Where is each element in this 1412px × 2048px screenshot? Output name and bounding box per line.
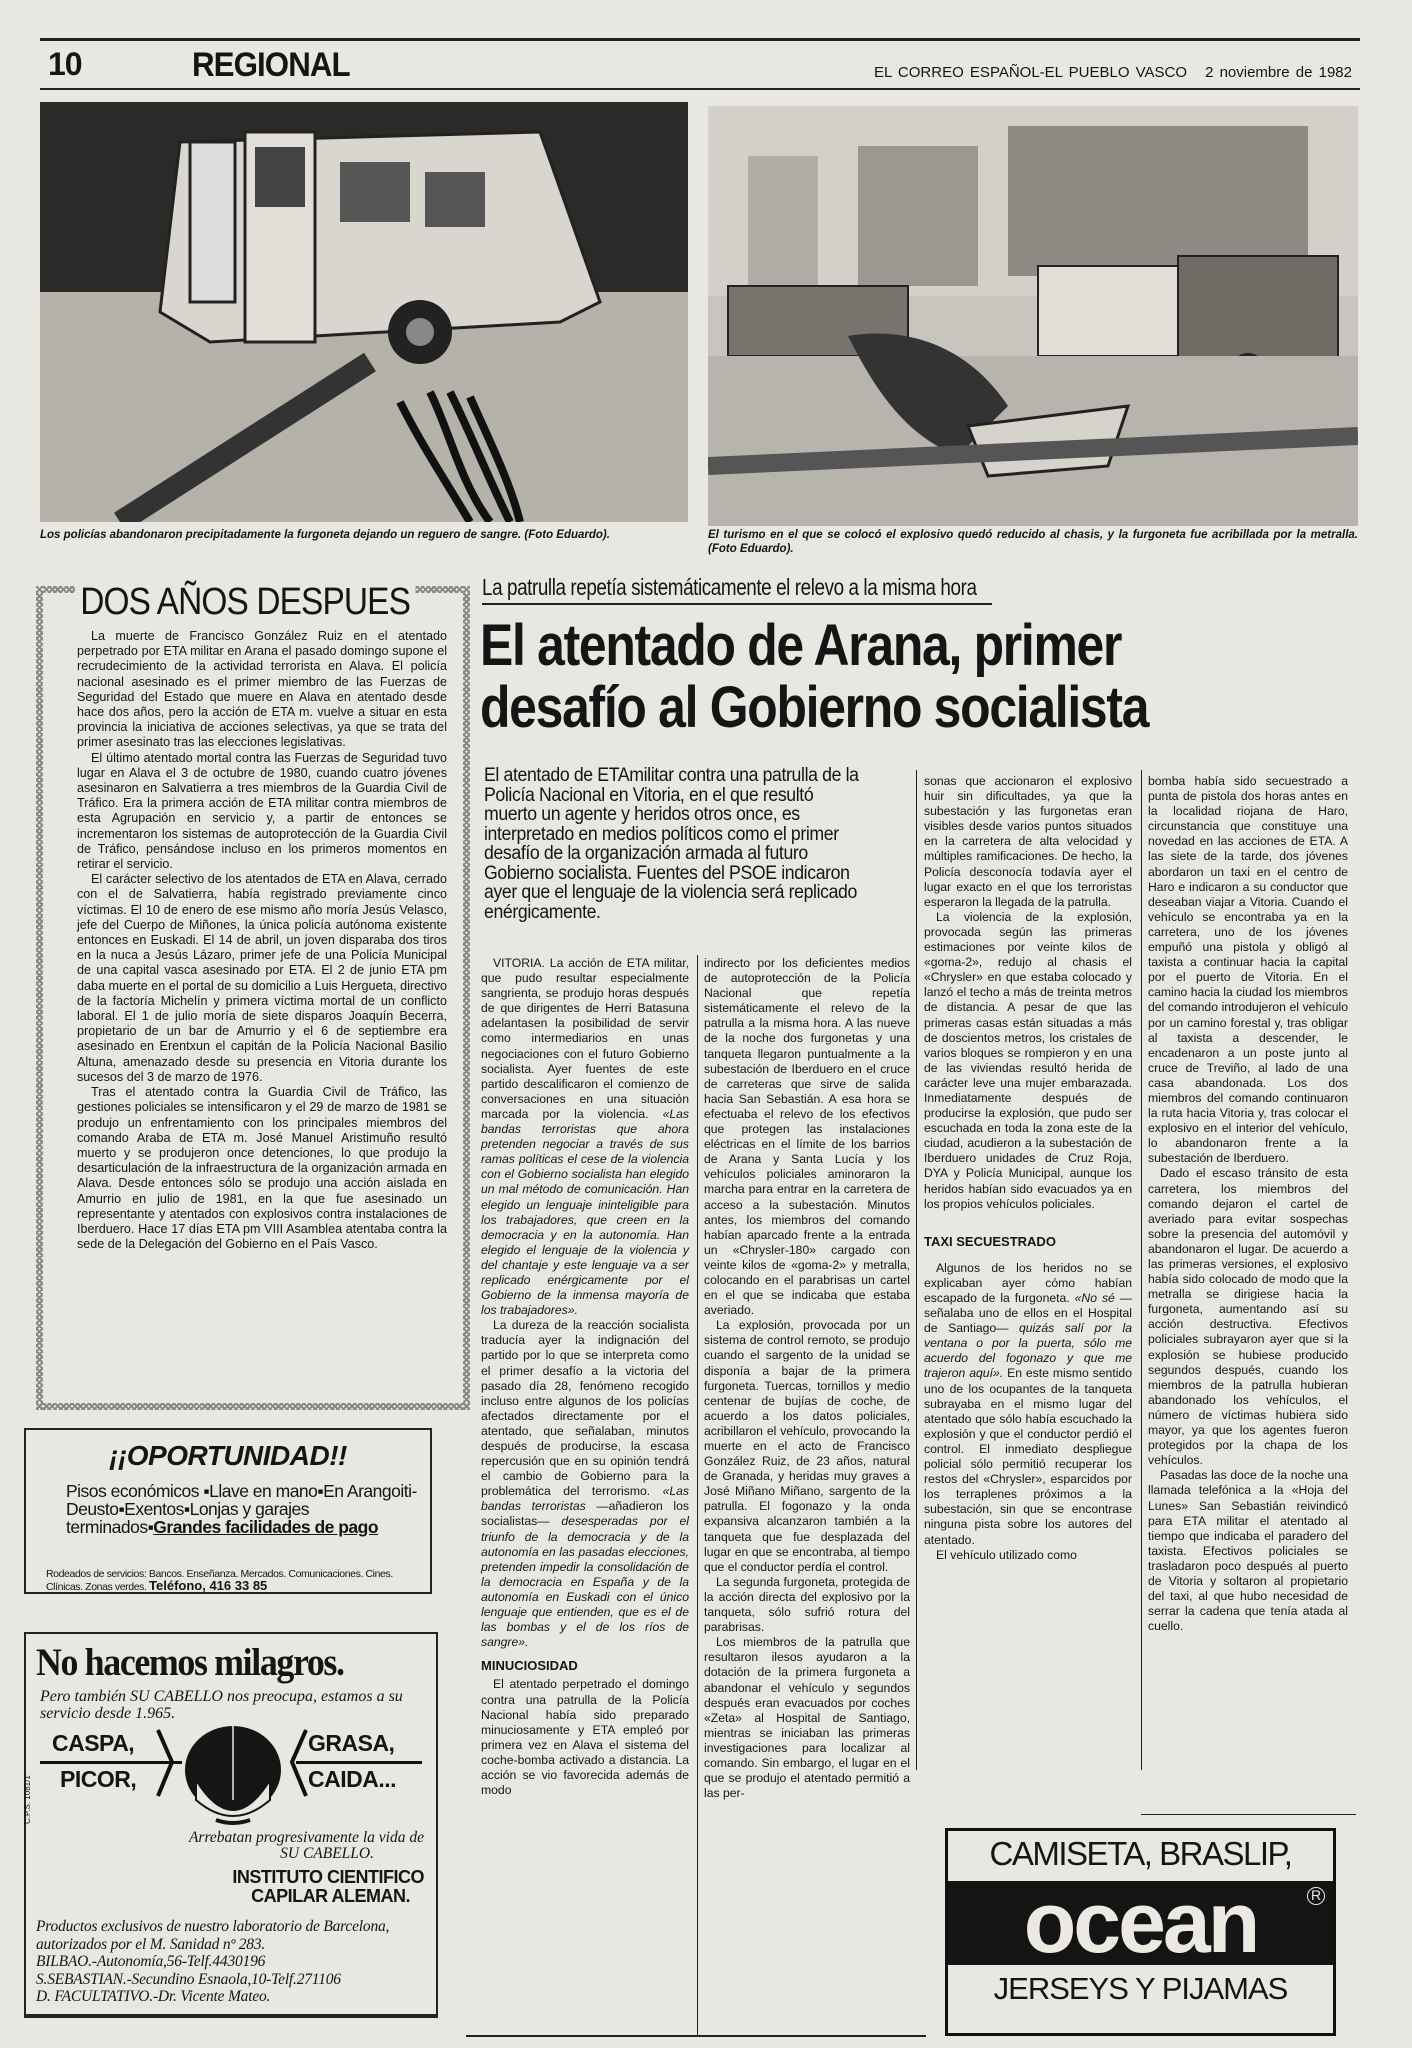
subhead-minuciosidad: MINUCIOSIDAD [481,1658,578,1674]
article-column-1 [481,956,689,1798]
sidebar-paragraph: El carácter selectivo de los atentados de ETA en Alava, cerrado con el de Salvatierra, había registrado previamente cinco víctimas. El 10 de enero de ese mismo año moría Jesús Velasco, jefe del Cuerpo de Miñones, la única policía autónoma existente entonces en Euskadi. El 14 de abril, un joven disparaba dos tiros en la nuca a Jesús Lázaro, primer jefe de una Policía Municipal de una capital vasca asesinado por ETA. El 2 de junio ETA pm daba muerte en el portal de su domicilio a Luis Hergueta, directivo de la factoría Michelín y primera víctima mortal de un conflicto laboral. El 1 de julio moría de siete disparos Joaquín Becerra, propietario de un bar de Amurrio y el 6 de septiembre era asesinado en Erentxun el capitán de la Policía Nacional Basilio Altuna, amenazado desde su presencia en Vitoria durante los sucesos del 3 de marzo de 1976. [77,872,447,1084]
ad-products [36,1918,436,2006]
col3-p3-text: Algunos de los heridos no se explicaban ayer cómo habían escapado de la furgoneta. [924,1260,1132,1305]
article-column-3 [924,774,1132,1563]
masthead [856,64,1352,81]
ad-doctor: D. FACULTATIVO.-Dr. Vicente Mateo. [36,1988,271,2005]
photo-caption-right: El turismo en el que se colocó el explosivo quedó reducido al chasis, y la furgoneta fue acribillada por la metralla. (Foto Eduardo). [708,529,1358,555]
col2-p1: indirecto por los deficientes medios de autoprotección de la Policía Nacional que repetía sistemáticamente el relevo de la patrulla a la misma hora. A las nueve de la noche dos furgonetas y una tanqueta llegaron puntualmente a la subestación de Iberduero en el cruce de carreteras que sirve de salida hacia San Sebastián. A esa hora se efectuaba el relevo de los efectivos que protegen las instalaciones eléctricas en el límite de los barrios de Arana y Santa Lucía y los vehículos policiales aminoraron la marcha para entrar en la carretera de acceso a la subestación. Minutos antes, los miembros del comando habían aparcado frente a la entrada un «Chrysler-180» cargado con veinte kilos de «goma-2» y metralla, colocando en el parabrisas un cartel en el que se indicaba que estaba averiado. [704,956,910,1318]
photo-police-van [40,102,688,522]
col1-p1-text: VITORIA. La acción de ETA militar, que pudo resultar especialmente sangrienta, se produjo horas después de que dirigentes de Herri Batasuna adelantasen la posibilidad de servir como intermediarios en unas negociaciones con el futuro Gobierno socialista. Ayer fuentes de este partido descalificaron el comienzo de conversaciones en una situación marcada por la violencia. [481,956,689,1121]
column-divider [916,770,917,1770]
col3-p1: sonas que accionaron el explosivo huir sin dificultades, ya que la subestación y las furgonetas eran visibles desde varios puntos situados en la carretera de alta velocidad y múltiples ramificaciones. De hecho, la Policía desconocía todavía ayer el lugar exacto en el que los terroristas esperaron la llegada de la patrulla. [924,774,1132,909]
col1-p3: El atentado perpetrado el domingo contra una patrulla de la Policía Nacional había sido preparado minuciosamente y ETA empleó por primera vez en Alava el sistema del coche-bomba activado a distancia. La acción se vio favorecida además de modo [481,1677,689,1798]
col1-p2-mid: —añadieron los socialistas— [481,1499,689,1529]
arrow-line [296,1761,422,1764]
col3-p3-quote: «No sé [1074,1291,1115,1305]
col4-p2: Dado el escaso tránsito de esta carretera, los miembros del comando dejaron el cartel de averiado para evitar sospechas sobre la presencia del automóvil y abandonaron el lugar. De acuerdo a las primeras versiones, el explosivo había sido colocado de modo que la metralla se dirigiese hacia la furgoneta, aumentando así su acción destructiva. Efectivos policiales subrayaron ayer que si la explosión se hubiese producido segundos después, cuando los miembros de la patrulla hubieran abandonado los vehículos, el número de víctimas hubiera sido mayor, ya que los agentes fueron protegidos por la chapa de los vehículos. [1148,1166,1348,1468]
subhead-taxi-secuestrado: TAXI SECUESTRADO [924,1233,1056,1249]
sidebar-box [36,581,470,1410]
col4-p1: bomba había sido secuestrado a punta de pistola dos horas antes en la localidad riojana de Haro, circunstancia que constituye una novedad en las acciones de ETA. A las siete de la tarde, dos jóvenes abordaron un taxi en el centro de Haro e indicaron a su conductor que deseaban viajar a Vitoria. Cuando el vehículo se encontraba ya en la carretera, uno de los jóvenes empuñó una pistola y obligó al taxista a continuar hacia la capital por el puerto de Vitoria. En el camino hacia la ciudad los miembros del comando introdujeron el vehículo por un camino forestal y, tras obligar al taxista a descender, le encadenaron a un poste junto al cruce de Treviño, al lado de una casa abandonada. Los dos miembros del comando continuaron la ruta hacia Vitoria y, tras colocar el explosivo en el interior del vehículo, lo abandonaron frente a la subestación de Iberduero. [1148,774,1348,1166]
ad-oportunidad-services: Rodeados de servicios: Bancos. Enseñanza. Mercados. Comunicaciones. Cines. Clínicas. Zonas verdes. [46,1568,393,1593]
ocean-brand: ocean [1023,1875,1258,1971]
ad-ocean-bottom: JERSEYS Y PIJAMAS [993,1971,1288,2006]
ad-vertical-code: C.P.S. 1081/1 [23,1775,32,1824]
ad-ocean-top: CAMISETA, BRASLIP, [989,1835,1292,1872]
ad-ocean [945,1828,1336,2036]
ad-institute-name [124,1868,424,1906]
ocean-logo [948,1875,1333,1971]
ad-oportunidad-highlight: Grandes facilidades de pago [153,1517,379,1537]
col2-p3: La segunda furgoneta, protegida de la acción directa del explosivo por la tanqueta, sólo sufrió rotura del parabrisas. [704,1574,910,1635]
col2-p4: Los miembros de la patrulla que resultaron ilesos ayudaron a la dotación de la primera furgoneta a abandonar el vehículo y segundos después eran evacuados por coches «Zeta» al Hospital de Santiago, mientras se iniciaban las primeras investigaciones para localizar al comando. Sin embargo, el lugar en el que se produjo el atentado permitió a las per- [704,1635,910,1801]
article-column-2 [704,956,910,1801]
col3-p3-mid: —señalaba uno de ellos en el Hospital de Santiago— [924,1291,1132,1336]
section-title: REGIONAL [192,46,350,84]
page-number: 10 [48,46,82,82]
ad-word-picor: PICOR, [60,1766,137,1792]
ad-oportunidad-body [66,1482,426,1536]
ad-milagros-subtitle: Pero también SU CABELLO nos preocupa, estamos a su servicio desde 1.965. [40,1688,403,1722]
ad-oportunidad-footer [46,1568,426,1593]
arrow-right-icon [156,1728,176,1798]
ad-tagline-line1: Arrebatan progresivamente la vida de [188,1829,424,1846]
sidebar-text [77,629,447,1252]
ad-institute-line1: INSTITUTO CIENTIFICO [232,1867,424,1887]
ad-address-bilbao: BILBAO.-Autonomía,56-Telf.4430196 [36,1953,266,1970]
ad-address-san-sebastian: S.SEBASTIAN.-Secundino Esnaola,10-Telf.271106 [36,1970,341,1988]
ad-oportunidad [24,1428,432,1594]
top-rule [40,38,1360,41]
article-bottom-rule [466,2035,926,2037]
article-column-4 [1148,774,1348,1634]
sidebar-paragraph: La muerte de Francisco González Ruiz en el atentado perpetrado por ETA militar en Arana el pasado domingo supone el recrudecimiento de la actividad terrorista en Alava. El policía nacional asesinado es el primer miembro de las Fuerzas de Seguridad del Estado que muere en Alava en atentado desde hace dos años, pero la acción de ETA m. vuelve a situar en esta provincia la iniciativa de acciones selectivas, ya que se trata del primer asesinato tras las elecciones legislativas. [77,629,447,750]
sidebar-title: DOS AÑOS DESPUES [75,581,415,624]
registered-mark-icon: R [1307,1887,1325,1905]
article-lead: El atentado de ETAmilitar contra una patrulla de la Policía Nacional en Vitoria, en el que resultó muerto un agente y heridos otros once, es interpretado en medios políticos como el primer desafío de la organización armada al futuro Gobierno socialista. Fuentes del PSOE indicaron ayer que el lenguaje de la violencia será replicado enérgicamente. [484,765,859,923]
col2-p2: La explosión, provocada por un sistema de control remoto, se produjo cuando el sargento de la unidad se disponía a bajar de la primera furgoneta. Tuercas, tornillos y medio centenar de bujías de coche, de acuerdo a los datos policiales, acribillaron el vehículo, provocando la muerte en el acto de Francisco González Ruiz, de 23 años, natural de Granada, y heridas muy graves a José Miñano Miñano, sargento de la patrulla. El fogonazo y la onda expansiva alcanzaron también a la tanqueta que fue desplazada del lugar en que se encontraba, al tiempo que el conductor perdía el control. [704,1318,910,1574]
ad-hair-institute [24,1632,438,2018]
photo-caption-left: Los policías abandonaron precipitadamente la furgoneta dejando un reguero de sangre. (Foto Eduardo). [40,529,610,541]
ad-word-grasa: GRASA, [308,1730,395,1756]
col1-p2-quote: «Las bandas terroristas [481,1484,689,1514]
col3-p4: El vehículo utilizado como [936,1547,1077,1562]
issue-date: 2 noviembre de 1982 [1205,64,1352,81]
ad-word-caspa: CASPA, [52,1730,135,1756]
col1-p2-text: La dureza de la reacción socialista traducía ayer la indignación del partido por lo que se interpreta como el primer desafío a la victoria del pasado día 28, fenómeno recogido incluso entre algunos de los policías afectados directamente por el atentado, que señalaban, minutos después de producirse, la escasa repercusión que en su opinión tendrá el cambio de Gobierno para la problemática del terrorismo. [481,1318,689,1499]
header-rule [40,88,1360,90]
hair-head-illustration [178,1720,288,1830]
newspaper-name: EL CORREO ESPAÑOL-EL PUEBLO VASCO [873,64,1188,81]
headline-line-2: desafío al Gobierno socialista [480,675,1149,740]
article-headline [480,615,1148,739]
ad-oportunidad-phone: Teléfono, 416 33 85 [149,1578,268,1593]
ad-oportunidad-title: ¡¡OPORTUNIDAD!! [109,1440,347,1471]
article-kicker: La patrulla repetía sistemáticamente el relevo a la misma hora [482,574,992,605]
ad-milagros-title: No hacemos milagros. [36,1641,344,1684]
ad-tagline [94,1830,424,1862]
ad-institute-line2: CAPILAR ALEMAN. [251,1886,410,1906]
ad-word-caida: CAIDA... [308,1766,396,1792]
headline-line-1: El atentado de Arana, primer [480,613,1122,678]
ad-products-text: Productos exclusivos de nuestro laboratorio de Barcelona, autorizados por el M. Sanidad nº 283. [36,1918,390,1953]
col3-p3-end: En este mismo sentido uno de los ocupantes de la tanqueta subrayaba en el mismo lugar del atentado que sólo había escuchado la explosión y que el conductor perdió el control. El inmediato despliegue policial sólo permitió recuperar los restos del «Chrysler», esparcidos por los terraplenes próximos a la subestación, sin que se encontrase ninguna pista sobre los autores del atentado. [924,1366,1132,1547]
ad-oportunidad-text: Pisos económicos ▪Llave en mano▪En Arangoiti-Deusto▪Exentos▪Lonjas y garajes terminados▪ [66,1481,417,1537]
sidebar-paragraph: El último atentado mortal contra las Fuerzas de Seguridad tuvo lugar en Alava el 3 de octubre de 1980, cuando cuatro jóvenes asesinaron en Salvatierra a tres miembros de la Guardia Civil de Tráfico. Era la primera acción de ETA militar contra miembros de esta Agrupación en servicio y, a partir de entonces se incrementaron los sistemas de autoprotección de la Guardia Civil de Tráfico, pensándose incluso en los primeros momentos en retirar el servicio. [77,750,447,872]
col4-p3: Pasadas las doce de la noche una llamada telefónica a la «Hoja del Lunes» San Sebastián reivindicó para ETA militar el atentado al tiempo que indicaba el paradero del taxista. Efectivos policiales se trasladaron poco después al puerto de Vitoria y soltaron al propietario del taxi, al que hubo necesidad de serrar la cadena que tenía atada al cuello. [1148,1468,1348,1634]
explosion-photo-graphic [708,106,1358,526]
col1-p1-quote: «Las bandas terroristas que ahora pretenden negociar a través de sus ramas políticas el cese de la violencia con el Gobierno socialista han elegido un mal método de comunicación. Han elegido un lenguaje ininteligible para los trabajadores, que creen en la democracia y en la autonomía. Han elegido el lenguaje de la violencia y del chantaje y este lenguaje va a ser replicado enérgicamente por el Gobierno de la inmensa mayoría de los trabajadores». [481,1106,689,1318]
col3-p2: La violencia de la explosión, provocada según las primeras estimaciones por veinte kilos de «goma-2», redujo al chasis el «Chrysler» en que estaba colocado y lanzó el techo a más de treinta metros de distancia. A pesar de que las primeras casas están situadas a más de doscientos metros, los cristales de varios bloques se rompieron y en una de las viviendas resultó herida de carácter leve una mujer embarazada. Inmediatamente después de producirse la explosión, que pudo ser escuchada en toda la zona este de la ciudad, acudieron a la subestación de Iberduero unidades de Cruz Roja, DYA y Policía Municipal, aunque los heridos habían sido evacuados ya en los propios vehículos policiales. [924,909,1132,1211]
photo-explosion-site [708,106,1358,526]
ad-tagline-line2: SU CABELLO. [280,1845,374,1862]
col3-p3-quote-end: quizás salí por la ventana o por la puerta, sólo me acuerdo del fogonazo y que me trajeron aquí». [924,1321,1132,1381]
van-photo-graphic [40,102,688,522]
col1-p2-quote-end: desesperadas por el triunfo de la democracia y de la autonomía en las pasadas elecciones, pretenden impedir la consolidación de la democracia en España y de la autonomía en Euskadi con el único lenguaje que entienden, que es el de las bombas y el de los ríos de sangre». [481,1514,690,1650]
sidebar-paragraph: Tras el atentado contra la Guardia Civil de Tráfico, las gestiones policiales se intensificaron y el 29 de marzo de 1981 se produjo un enfrentamiento con los principales miembros del comando Araba de ETA m. José Manuel Aristimuño resultó muerto y se produjeron once detenciones, lo que produjo la desarticulación de la infraestructura de la organización armada en Alava. Desde entonces sólo se produjo una acción aislada en Amurrio en julio de 1981, en la que fue asesinado un representante y atentados con explosivos contra instalaciones de Iberduero. Hace 17 días ETA pm VIII Asamblea atentaba contra la sede de la Delegación del Gobierno en el País Vasco. [77,1085,447,1252]
column-divider [1141,770,1142,1770]
column-4-bottom-rule [1141,1814,1356,1815]
column-divider [697,955,698,2035]
